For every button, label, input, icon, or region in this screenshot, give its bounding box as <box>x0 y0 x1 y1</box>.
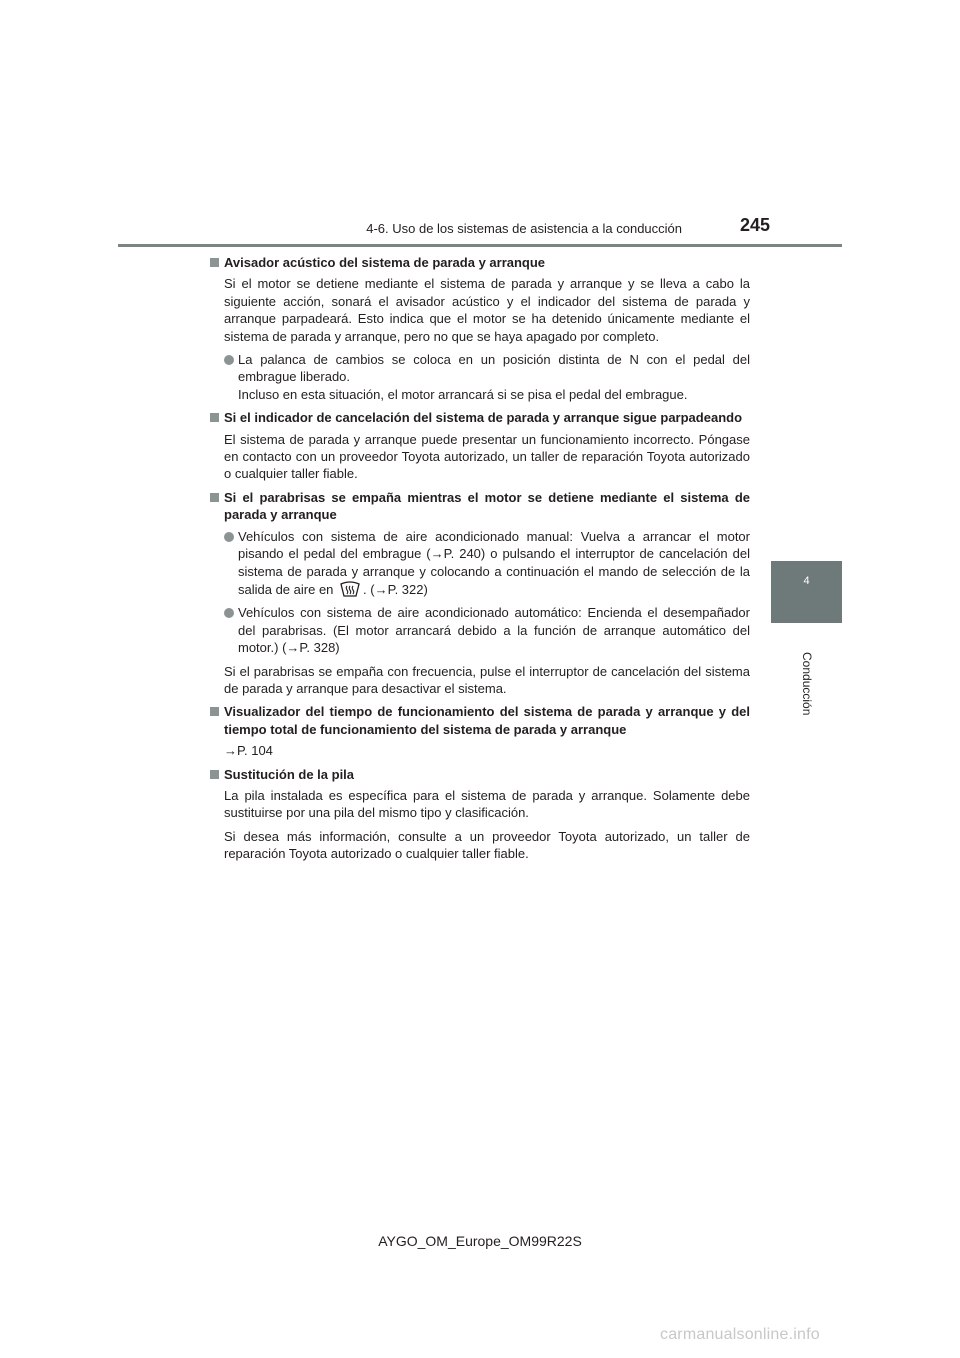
circle-bullet-icon <box>224 355 234 365</box>
section-battery-replacement <box>208 766 750 863</box>
paragraph: Si el parabrisas se empaña con frecuencia, pulse el interruptor de cancelación del sistema de parada y arranque para desactivar el sistema. <box>224 663 750 696</box>
bullet-item: La palanca de cambios se coloca en un posición distinta de N con el pedal del embrague liberado. Incluso en esta situación, el motor arrancará si se pisa el pedal del embrague. <box>208 351 750 403</box>
paragraph: Si el motor se detiene mediante el sistema de parada y arranque y se lleva a cabo la siguiente acción, sonará el avisador acústico y el indicador del sistema de parada y arranque parpadeará. Esto indica que el motor se ha detenido únicamente mediante el sistema de parada y arranque, pero no que se haya apagado por completo. <box>224 276 750 344</box>
square-bullet-icon <box>210 707 219 716</box>
section-indicator-blinking <box>208 409 750 483</box>
circle-bullet-icon <box>224 532 234 542</box>
paragraph: Si desea más información, consulte a un proveedor Toyota autorizado, un taller de reparación Toyota autorizado o cualquier taller fiable. <box>224 828 750 862</box>
page-content <box>208 254 750 869</box>
section-heading: Avisador acústico del sistema de parada y arranque <box>208 254 750 271</box>
watermark: carmanualsonline.info <box>660 1326 820 1343</box>
section-heading: Sustitución de la pila <box>208 766 750 783</box>
chapter-tab <box>771 561 842 623</box>
bullet-item: Vehículos con sistema de aire acondicionado automático: Encienda el desempañador del parabrisas. (El motor arrancará debido a la función de arranque automático del motor.) (→P. 328) <box>208 604 750 656</box>
chapter-side-label-text: Conducción <box>800 652 814 716</box>
square-bullet-icon <box>210 258 219 267</box>
section-operating-time-display <box>208 703 750 759</box>
chapter-title: 4-6. Uso de los sistemas de asistencia a la conducción <box>366 221 682 236</box>
paragraph: El sistema de parada y arranque puede presentar un funcionamiento incorrecto. Póngase en contacto con un proveedor Toyota autorizado, un taller de reparación Toyota autorizado o cualquier taller fiable. <box>224 431 750 482</box>
page-reference: →P. 104 <box>224 743 273 759</box>
section-heading: Visualizador del tiempo de funcionamiento del sistema de parada y arranque y del tiempo total de funcionamiento del sistema de parada y arranque <box>208 703 750 738</box>
square-bullet-icon <box>210 770 219 779</box>
document-code: AYGO_OM_Europe_OM99R22S <box>378 1233 582 1249</box>
chapter-tab-number: 4 <box>803 575 810 587</box>
paragraph: La pila instalada es específica para el sistema de parada y arranque. Solamente debe sustituirse por una pila del mismo tipo y clasificación. <box>224 787 750 821</box>
section-windshield-fog <box>208 489 750 697</box>
circle-bullet-icon <box>224 608 234 618</box>
bullet-item: Vehículos con sistema de aire acondicionado manual: Vuelva a arrancar el motor pisando el pedal del embrague (→P. 240) o pulsando el interruptor de cancelación del sistema de parada y arranque y colocando a continuación el mando de selección de la salida de aire en . (→P. 322) <box>208 528 750 599</box>
page-number: 245 <box>740 215 771 235</box>
square-bullet-icon <box>210 413 219 422</box>
square-bullet-icon <box>210 493 219 502</box>
section-heading: Si el parabrisas se empaña mientras el motor se detiene mediante el sistema de parada y arranque <box>208 489 750 524</box>
section-heading: Si el indicador de cancelación del sistema de parada y arranque sigue parpadeando <box>208 409 750 426</box>
windshield-defroster-icon <box>339 580 361 598</box>
section-audible-alert <box>208 254 750 403</box>
header-rule <box>118 244 842 247</box>
